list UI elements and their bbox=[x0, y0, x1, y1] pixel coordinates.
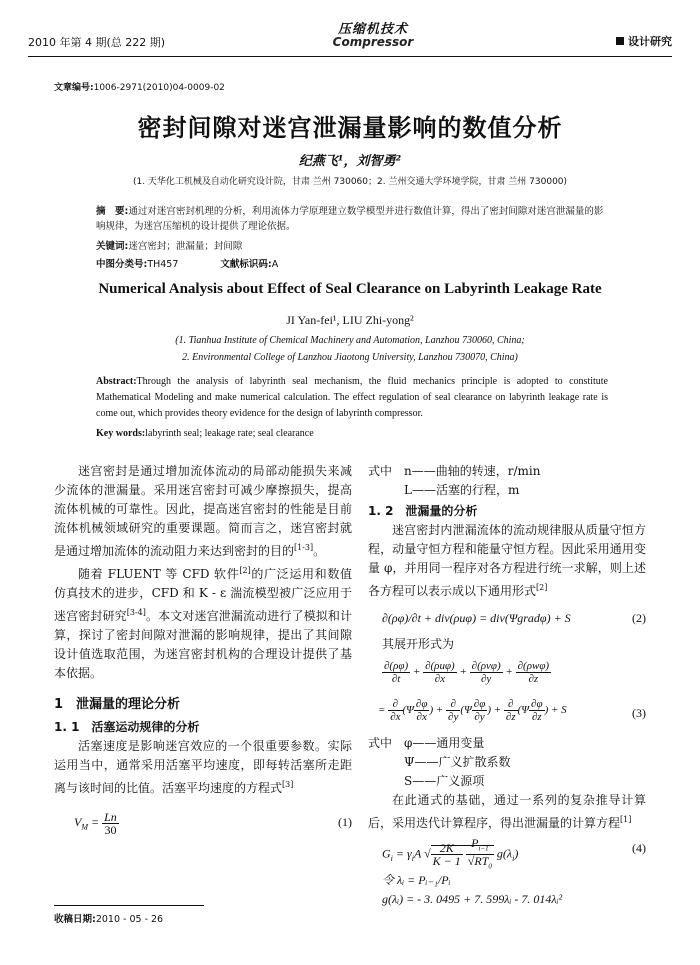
equation-4-number: (4) bbox=[632, 841, 646, 855]
intro-paragraph-1 bbox=[54, 462, 352, 561]
def-intro: 式中 bbox=[368, 464, 393, 478]
intro-p1-text: 迷宫密封是通过增加流体流动的局部动能损失来减少流体的泄漏量。采用迷宫密封可减少摩擦损失，提高流体机械的可靠性。因此，提高迷宫密封的性能是目前流体机械领域研究的重要课题。简而言之，迷宫密封就是通过增加流体的流动阻力来达到密封的目的 bbox=[54, 464, 352, 558]
abstract-en-label: Abstract: bbox=[96, 376, 137, 387]
footer-rule bbox=[54, 905, 204, 906]
definition-row bbox=[368, 462, 646, 481]
logo-cn: 压缩机技术 bbox=[337, 22, 408, 37]
citation: [3] bbox=[282, 780, 294, 789]
equation-3-line-1: $\frac{\partial(\rho\varphi)}{\partial t}$ + $\frac{\text{∂(ρuφ)}}{\partial x}$ + $\frac{\text{∂(ρvφ)}}{\partial y}$ + $\frac{\text{∂(ρwφ)}}{\partial z}$ bbox=[384, 660, 550, 685]
def-psi: Ψ——广义扩散系数 bbox=[404, 755, 511, 769]
section-text: 设计研究 bbox=[628, 35, 672, 48]
doc-code-label: 文献标识码: bbox=[220, 259, 272, 270]
keywords-cn-label: 关键词: bbox=[96, 241, 129, 252]
authors-en: JI Yan-fei¹, LIU Zhi-yong² bbox=[286, 313, 414, 327]
equation-2 bbox=[368, 601, 646, 635]
title-cn: 密封间隙对迷宫泄漏量影响的数值分析 bbox=[137, 113, 563, 142]
definition-row bbox=[368, 481, 646, 500]
eq1-fraction bbox=[102, 811, 119, 836]
equation-3-number: (3) bbox=[632, 706, 646, 720]
eq1-lhs: V bbox=[74, 815, 82, 829]
equation-1-body: $V_M$ = $\frac{Ln}{30}$ bbox=[74, 809, 117, 837]
citation: [2] bbox=[536, 583, 548, 592]
received-date bbox=[54, 911, 163, 925]
leakage-paragraph bbox=[368, 521, 646, 601]
definitions-block-2 bbox=[368, 734, 646, 791]
equation-2-number: (2) bbox=[632, 611, 646, 625]
def-phi: φ——通用变量 bbox=[404, 736, 485, 750]
subsection-heading-1-1: 1. 1 活塞运动规律的分析 bbox=[54, 720, 200, 734]
page-header bbox=[28, 18, 672, 58]
equation-1 bbox=[54, 802, 352, 842]
abstract-cn-text: 通过对迷宫密封机理的分析，利用流体力学原理建立数学模型并进行数值计算，得出了密封间隙对迷宫泄漏量的影响规律，为迷宫压缩机的设计提供了理论依据。 bbox=[96, 206, 604, 232]
citation: [2] bbox=[239, 566, 251, 575]
def-n: n——曲轴的转速，r/min bbox=[404, 464, 541, 478]
abstract-cn-label: 摘 要: bbox=[96, 206, 129, 217]
citation: [3-4] bbox=[126, 608, 146, 617]
affiliation-cn: (1. 天华化工机械及自动化研究设计院，甘肃 兰州 730060；2. 兰州交通大学环境学院，甘肃 兰州 730000) bbox=[132, 177, 568, 187]
affiliation-en-1: (1. Tianhua Institute of Chemical Machinery and Automation, Lanzhou 730060, China; bbox=[175, 335, 525, 346]
def-S: S——广义源项 bbox=[404, 774, 485, 788]
intro-p1-end: 。 bbox=[313, 544, 326, 558]
classification-label: 中图分类号: bbox=[96, 259, 148, 270]
issue-info: 2010 年第 4 期(总 222 期) bbox=[28, 36, 166, 49]
equation-3 bbox=[368, 654, 646, 734]
definition-row bbox=[368, 772, 646, 791]
equation-1-number: (1) bbox=[338, 815, 352, 829]
equation-2-body: ∂(ρφ)/∂t + div(ρuφ) = div(Ψgradφ) + S bbox=[382, 611, 571, 625]
definition-row bbox=[368, 734, 646, 753]
keywords-cn-text: 迷宫密封；泄漏量；封间隙 bbox=[128, 241, 243, 252]
keywords-en-text: labyrinth seal; leakage rate; seal clearance bbox=[145, 428, 314, 439]
keywords-cn bbox=[96, 238, 242, 252]
definitions-block-1 bbox=[368, 462, 646, 500]
equation-3-line-2: = $\frac{\partial}{\partial x}$ (Ψ $\frac{\partial\varphi}{\partial x}$ ) + $\frac{\partial}{\partial y}$ (Ψ $\frac{\partial\varphi}{\partial y}$ ) + $\frac{\partial}{\partial z}$ (Ψ $\frac{\partial\varphi}{\partial z}$ ) + S bbox=[378, 698, 567, 723]
def-intro: 式中 bbox=[368, 736, 393, 750]
article-no-value: 1006-2971(2010)04-0009-02 bbox=[93, 83, 225, 93]
classification-value: TH457 bbox=[147, 259, 179, 270]
article-no-label: 文章编号: bbox=[54, 83, 94, 93]
lambda-definition: 令 λᵢ = Pᵢ₋₁/Pᵢ bbox=[382, 873, 451, 887]
abstract-en-text: Through the analysis of labyrinth seal mechanism, the fluid mechanics principle is adopted to constitute Mathematical Modeling and make numerical calculation. The effect regulation of seal clearance on labyrinth leakage rate is come out, which provides theory evidence for the design of labyrinth compressor. bbox=[96, 376, 608, 419]
section-label bbox=[616, 33, 672, 49]
equation-4 bbox=[368, 833, 646, 871]
leakage-text: 迷宫密封内泄漏流体的流动规律服从质量守恒方程，动量守恒方程和能量守恒方程。因此采用通用变量 φ，并用同一程序对各方程进行统一求解，则上述各方程可以表示成以下通用形式 bbox=[368, 523, 646, 598]
keywords-en-label: Key words: bbox=[96, 428, 146, 439]
def-L: L——活塞的行程，m bbox=[404, 483, 520, 497]
piston-paragraph bbox=[54, 737, 352, 798]
intro-p2-a: 随着 FLUENT 等 CFD 软件 bbox=[78, 567, 240, 581]
definition-row bbox=[368, 753, 646, 772]
eq1-sub: M bbox=[81, 822, 89, 832]
article-number bbox=[54, 80, 225, 93]
abstract-cn bbox=[96, 204, 606, 234]
classification bbox=[96, 256, 278, 270]
eq1-denominator: 30 bbox=[104, 822, 117, 837]
keywords-en bbox=[96, 428, 314, 439]
square-bullet-icon bbox=[616, 37, 624, 45]
abstract-en bbox=[96, 374, 608, 422]
right-column bbox=[368, 462, 646, 909]
intro-paragraph-2 bbox=[54, 561, 352, 683]
citation: [1] bbox=[620, 815, 632, 824]
journal-logo bbox=[318, 18, 428, 49]
doc-code-value: A bbox=[271, 259, 279, 270]
piston-text: 活塞速度是影响迷宫效应的一个很重要参数。实际运用当中，通常采用活塞平均速度，即每转活塞所走距离与该时间的比值。活塞平均速度的方程式 bbox=[54, 739, 352, 795]
citation: [1-3] bbox=[294, 543, 314, 552]
intro-p2-c: 。本文对迷宫泄漏流动进行了模拟和计算，探讨了密封间隙对泄漏的影响规律，提出了其间隙设计值选取范围，为迷宫密封机构的合理设计提供了基本依据。 bbox=[54, 609, 352, 680]
result-paragraph bbox=[368, 791, 646, 833]
eq1-numerator: Ln bbox=[104, 809, 117, 824]
logo-en: Compressor bbox=[332, 35, 414, 49]
authors-cn: 纪燕飞¹，刘智勇² bbox=[298, 154, 402, 169]
affiliation-en-2: 2. Environmental College of Lanzhou Jiaotong University, Lanzhou 730070, China) bbox=[182, 352, 518, 363]
result-text: 在此通式的基础，通过一系列的复杂推导计算后，采用迭代计算程序，得出泄漏量的计算方程 bbox=[368, 793, 646, 830]
section-heading-1: 1 泄漏量的理论分析 bbox=[54, 697, 181, 712]
received-date-label: 收稿日期: bbox=[54, 914, 96, 925]
received-date-value: 2010 - 05 - 26 bbox=[95, 914, 164, 925]
left-column bbox=[54, 462, 352, 842]
g-function-definition: g(λᵢ) = - 3. 0495 + 7. 599λᵢ - 7. 014λᵢ² bbox=[382, 892, 563, 906]
intro-p2-b: 的广泛运用和数值仿真技术的进步，CFD 和 K - ε 湍流模型被广泛应用于迷宫密封研究 bbox=[54, 567, 352, 623]
subsection-heading-1-2: 1. 2 泄漏量的分析 bbox=[368, 504, 478, 518]
equation-4-body: $G_i = \gamma_iA$ √ $\frac{2K}{K - 1}$ $\frac{P_{i-1}}{√RT_0}$ $g(\lambda_i)$ bbox=[382, 836, 519, 871]
expand-label: 其展开形式为 bbox=[382, 637, 455, 651]
title-en: Numerical Analysis about Effect of Seal Clearance on Labyrinth Leakage Rate bbox=[98, 281, 602, 297]
header-rule bbox=[28, 56, 672, 57]
